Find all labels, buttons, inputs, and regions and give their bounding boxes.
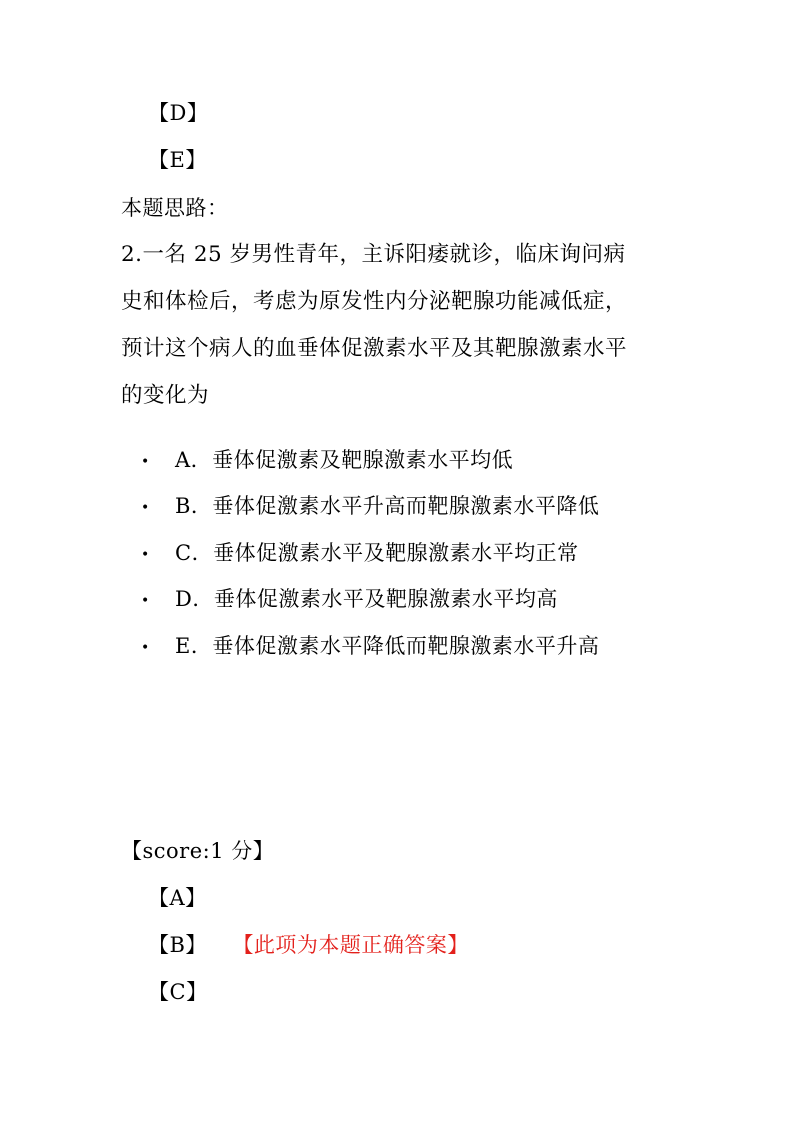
analysis-label: 本题思路： <box>121 196 229 220</box>
answer-label: 【B】 <box>148 933 207 957</box>
option-text: E．垂体促激素水平降低而靶腺激素水平升高 <box>175 634 600 658</box>
option-text: B．垂体促激素水平升高而靶腺激素水平降低 <box>175 494 600 518</box>
option-a <box>141 448 513 474</box>
bullet-icon: • <box>141 499 150 516</box>
option-text: C．垂体促激素水平及靶腺激素水平均正常 <box>175 541 579 565</box>
previous-answer-d: 【D】 <box>148 101 209 125</box>
question-line: 史和体检后，考虑为原发性内分泌靶腺功能减低症， <box>121 289 628 314</box>
option-text: A．垂体促激素及靶腺激素水平均低 <box>175 448 514 472</box>
question-line: 的变化为 <box>121 383 210 408</box>
answer-c <box>148 980 208 1004</box>
option-d <box>141 587 558 613</box>
bullet-icon: • <box>141 592 150 609</box>
option-b <box>141 494 599 520</box>
bullet-icon: • <box>141 546 150 563</box>
question-line: 2.一名 25 岁男性青年，主诉阳痿就诊，临床询问病 <box>121 242 626 267</box>
option-e <box>141 634 599 660</box>
correct-answer-note: 【此项为本题正确答案】 <box>242 933 469 957</box>
answer-a <box>148 886 207 910</box>
bullet-icon: • <box>141 639 150 656</box>
score-label: 【score:1 分】 <box>121 839 275 863</box>
question-line: 预计这个病人的血垂体促激素水平及其靶腺激素水平 <box>121 336 628 361</box>
previous-answer-e: 【E】 <box>148 148 207 172</box>
option-text: D．垂体促激素水平及靶腺激素水平均高 <box>175 587 558 611</box>
answer-label: 【C】 <box>148 980 208 1004</box>
bullet-icon: • <box>141 453 150 470</box>
answer-label: 【A】 <box>148 886 207 910</box>
option-c <box>141 541 579 567</box>
answer-b <box>148 933 469 957</box>
